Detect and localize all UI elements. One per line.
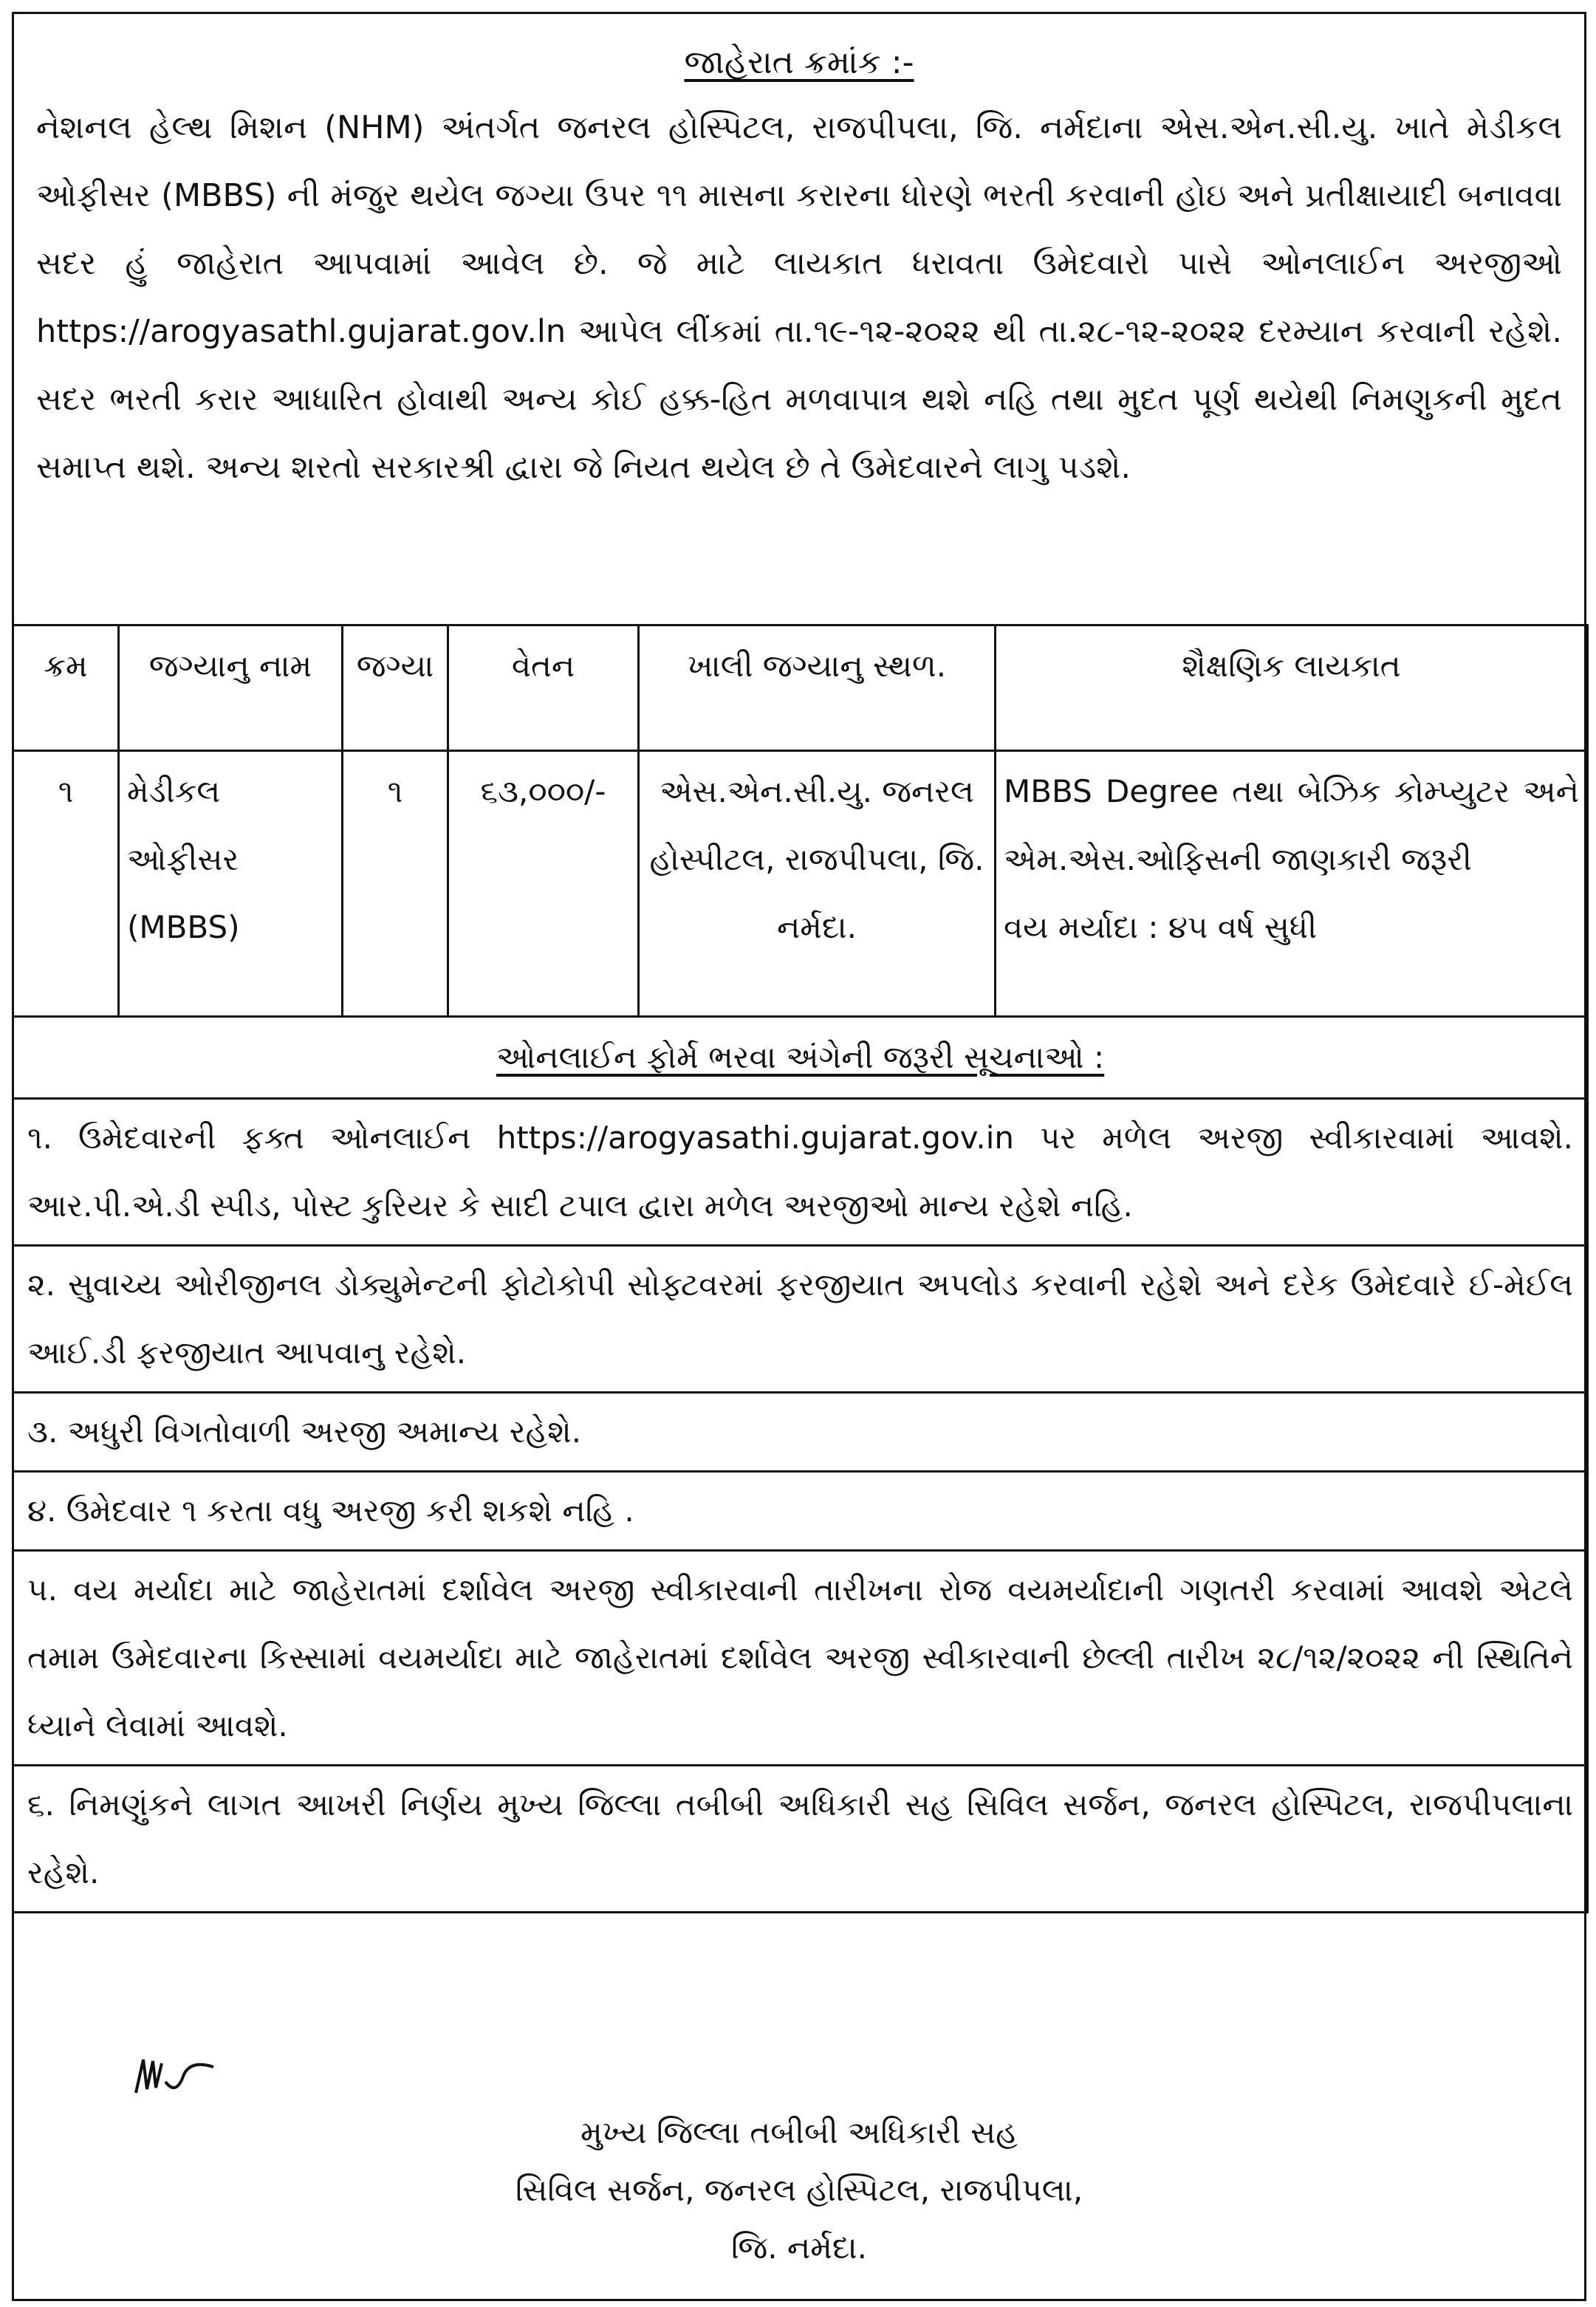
instruction-4: ૪. ઉમેદવાર ૧ કરતા વધુ અરજી કરી શકશે નહિ . bbox=[13, 1472, 1588, 1551]
intro-text-2: આપેલ લીંકમાં તા.૧૯-૧૨-૨૦૨૨ થી તા.૨૮-૧૨-૨૦૨૨ દરમ્યાન કરવાની રહેશે. સદર ભરતી કરાર આધારિત હોવાથી અન્ય કોઈ હક્ક-હિત મળવાપાત્ર થશે નહિ તથા મુદત પૂર્ણ થયેથી નિમણુકની મુદત સમાપ્ત થશે. અન્ય શરતો સરકારશ્રી દ્વારા જે નિયત થયેલ છે તે ઉમેદવારને લાગુ પડશે. bbox=[36, 313, 1562, 486]
header-salary: વેતન bbox=[448, 625, 639, 751]
signature-line-3: જિ. નર્મદા. bbox=[731, 2229, 867, 2266]
vacancy-table bbox=[12, 624, 1589, 2191]
qualification-text: MBBS Degree તથા બેઝિક કોમ્પ્યુટર અને એમ.એસ.ઓફિસની જાણકારી જરૂરી bbox=[1004, 773, 1579, 877]
instruction-link[interactable]: https://arogyasathi.gujarat.gov.in bbox=[496, 1120, 1014, 1156]
signature-line-1: મુખ્ય જિલ્લા તબીબી અધિકારી સહ bbox=[580, 2114, 1018, 2150]
intro-paragraph bbox=[36, 94, 1562, 501]
table-row bbox=[13, 751, 1588, 1017]
notice-page bbox=[12, 12, 1586, 2301]
cell-qualification bbox=[996, 751, 1588, 1017]
header-qualification: શૈક્ષણિક લાયકાત bbox=[996, 625, 1588, 751]
age-limit-text: વય મર્યાદા : ૪૫ વર્ષ સુધી bbox=[1004, 909, 1318, 945]
intro-text-1: નેશનલ હેલ્થ મિશન (NHM) અંતર્ગત જનરલ હોસ્પિટલ, રાજપીપલા, જિ. નર્મદાના એસ.એન.સી.યુ. ખાતે મેડીકલ ઓફીસર (MBBS) ની મંજુર થયેલ જગ્યા ઉપર ૧૧ માસના કરારના ધોરણે ભરતી કરવાની હોઇ અને પ્રતીક્ષાયાદી બનાવવા સદર હું જાહેરાત આપવામાં આવેલ છે. જે માટે લાયકાત ધરાવતા ઉમેદવારો પાસે ઓનલાઈન અરજીઓ bbox=[36, 109, 1562, 282]
table-header-row bbox=[13, 625, 1588, 751]
instruction-item bbox=[13, 1246, 1588, 1393]
cell-post: મેડીકલ ઓફીસર (MBBS) bbox=[119, 751, 343, 1017]
header-post: જગ્યાનુ નામ bbox=[119, 625, 343, 751]
notice-title: જાહેરાત ક્રમાંક :- bbox=[684, 44, 914, 81]
signature-line-2: સિવિલ સર્જન, જનરલ હોસ્પિટલ, રાજપીપલા, bbox=[515, 2172, 1083, 2208]
cell-place: એસ.એન.સી.યુ. જનરલ હોસ્પીટલ, રાજપીપલા, જિ. નર્મદા. bbox=[639, 751, 996, 1017]
application-link[interactable]: https://arogyasathl.gujarat.gov.ln bbox=[36, 313, 566, 350]
instruction-3: ૩. અધુરી વિગતોવાળી અરજી અમાન્ય રહેશે. bbox=[13, 1393, 1588, 1472]
instruction-1-text: ૧. ઉમેદવારની ફક્ત ઓનલાઈન bbox=[27, 1120, 471, 1156]
instruction-6: ૬. નિમણુંકને લાગત આખરી નિર્ણય મુખ્ય જિલ્લા તબીબી અધિકારી સહ સિવિલ સર્જન, જનરલ હોસ્પિટલ, રાજપીપલાના રહેશે. bbox=[13, 1766, 1588, 1913]
instruction-item bbox=[13, 1766, 1588, 1913]
instruction-item bbox=[13, 1472, 1588, 1551]
instruction-item bbox=[13, 1393, 1588, 1472]
header-count: જગ્યા bbox=[343, 625, 448, 751]
instruction-5: ૫. વય મર્યાદા માટે જાહેરાતમાં દર્શાવેલ અરજી સ્વીકારવાની તારીખના રોજ વયમર્યાદાની ગણતરી કરવામાં આવશે એટલે તમામ ઉમેદવારના કિસ્સામાં વયમર્યાદા માટે જાહેરાતમાં દર્શાવેલ અરજી સ્વીકારવાની છેલ્લી તારીખ ૨૮/૧૨/૨૦૨૨ ની સ્થિતિને ધ્યાને લેવામાં આવશે. bbox=[13, 1551, 1588, 1766]
header-sr: ક્રમ bbox=[13, 625, 119, 751]
instruction-item bbox=[13, 1551, 1588, 1766]
cell-salary: ૬૩,૦૦૦/- bbox=[448, 751, 639, 1017]
instruction-1-text-2: પર મળેલ અરજી સ્વીકારવામાં આવશે. આર.પી.એ.ડી સ્પીડ, પોસ્ટ કુરિયર કે સાદી ટપાલ દ્વારા મળેલ અરજીઓ માન્ય રહેશે નહિ. bbox=[27, 1120, 1573, 1224]
instruction-item bbox=[13, 1099, 1588, 1246]
cell-count: ૧ bbox=[343, 751, 448, 1017]
header-place: ખાલી જગ્યાનુ સ્થળ. bbox=[639, 625, 996, 751]
cell-sr: ૧ bbox=[13, 751, 119, 1017]
signature-scribble-icon bbox=[132, 2052, 221, 2104]
instructions-heading-row bbox=[13, 1017, 1588, 1099]
signature-block bbox=[14, 2052, 1584, 2277]
instructions-heading: ઓનલાઈન ફોર્મ ભરવા અંગેની જરૂરી સૂચનાઓ : bbox=[496, 1039, 1105, 1075]
instruction-2: ૨. સુવાચ્ય ઓરીજીનલ ડોક્યુમેન્ટની ફોટોકોપી સોફ્ટવરમાં ફરજીયાત અપલોડ કરવાની રહેશે અને દરેક ઉમેદવારે ઈ-મેઈલ આઈ.ડી ફરજીયાત આપવાનુ રહેશે. bbox=[13, 1246, 1588, 1393]
